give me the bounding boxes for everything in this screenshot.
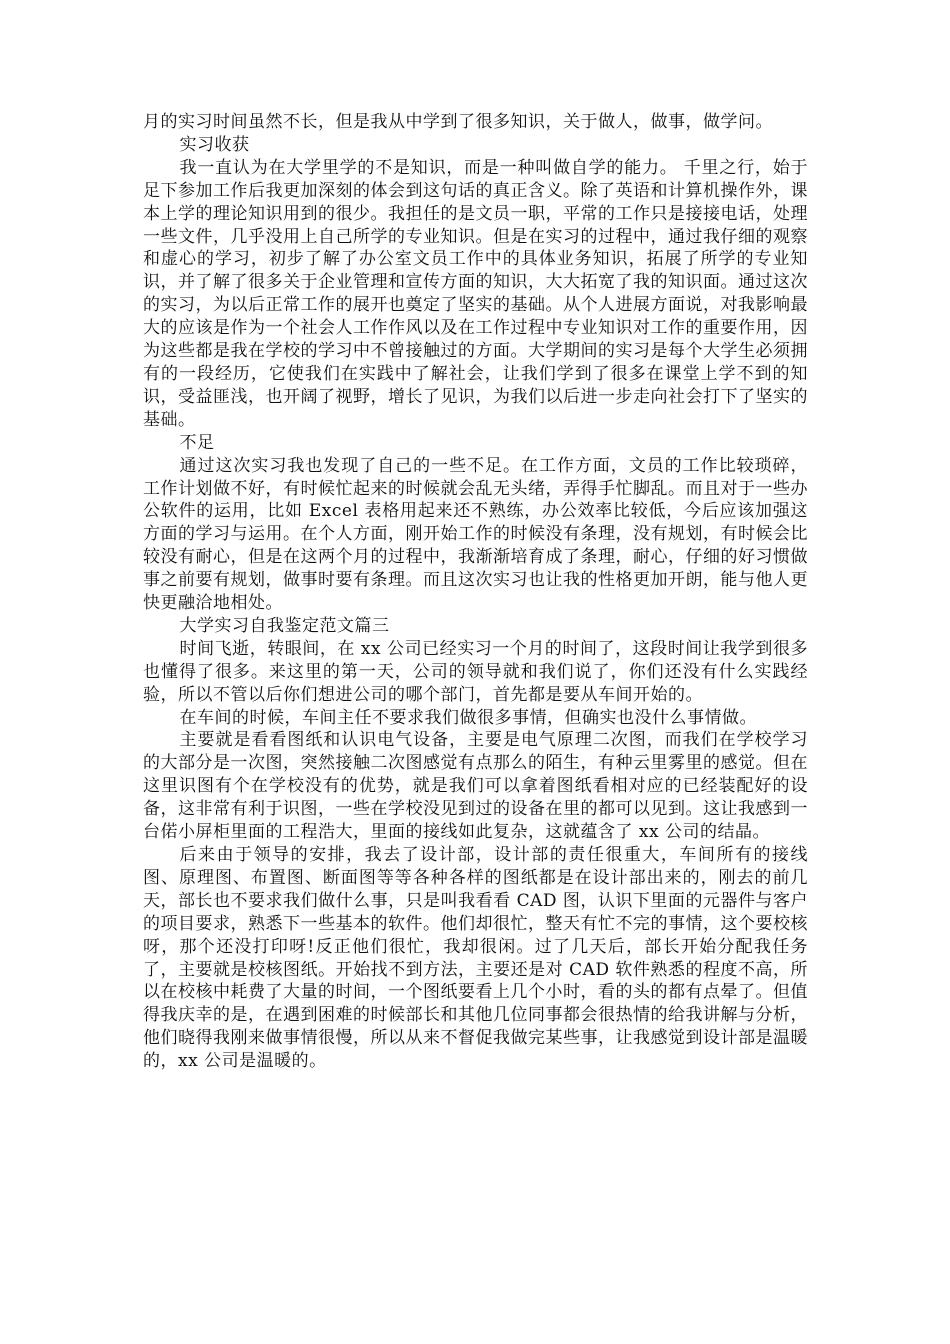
heading-sample-three: 大学实习自我鉴定范文篇三 [179, 615, 390, 636]
paragraph-drawings: 主要就是看看图纸和认识电气设备，主要是电气原理二次图，而我们在学校学习的大部分是一次图，突然接触二次图感觉有点那么的陌生，有种云里雾里的感觉。但在这里识图有个在学校没有的优势，就是我们可以拿着图纸看相对应的已经装配好的设备，这非常有利于识图，一些在学校没见到过的设备在里的都可以见到。这让我感到一台偌小屏柜里面的工程浩大，里面的接线如此复杂，这就蕴含了 xx 公司的结晶。 [143, 730, 808, 843]
paragraph-continuation: 月的实习时间虽然不长，但是我从中学到了很多知识，关于做人，做事，做学问。 [143, 112, 773, 132]
document-body [143, 111, 808, 1073]
paragraph-workshop: 在车间的时候，车间主任不要求我们做很多事情，但确实也没什么事情做。 [179, 707, 758, 728]
paragraph-shortcomings: 通过这次实习我也发现了自己的一些不足。在工作方面，文员的工作比较琐碎，工作计划做不好，有时候忙起来的时候就会乱无头绪，弄得手忙脚乱。而且对于一些办公软件的运用，比如 Excel 表格用起来还不熟练，办公效率比较低，今后应该加强这方面的学习与运用。在个人方面，刚开始工作的时候没有条理，没有规划，有时候会比较没有耐心，但是在这两个月的过程中，我渐渐培育成了条理，耐心，仔细的好习惯做事之前要有规划，做事时要有条理。而且这次实习也让我的性格更加开朗，能与他人更快更融洽地相处。 [143, 455, 808, 614]
heading-internship-gains: 实习收获 [179, 134, 250, 155]
paragraph-design-dept: 后来由于领导的安排，我去了设计部，设计部的责任很重大，车间所有的接线图、原理图、布置图、断面图等等各种各样的图纸都是在设计部出来的，刚去的前几天，部长也不要求我们做什么事，只是叫我看看 CAD 图，认识下里面的元器件与客户的项目要求，熟悉下一些基本的软件。他们却很忙，整天有忙不完的事情，这个要校核呀，那个还没打印呀!反正他们很忙，我却很闲。过了几天后，部长开始分配我任务了，主要就是校核图纸。开始找不到方法，主要还是对 CAD 软件熟悉的程度不高，所以在校核中耗费了大量的时间，一个图纸要看上几个小时，看的头的都有点晕了。但值得我庆幸的是，在遇到困难的时候部长和其他几位同事都会很热情的给我讲解与分析，他们晓得我刚来做事情很慢，所以从来不督促我做完某些事，让我感觉到设计部是温暖的，xx 公司是温暖的。 [143, 845, 808, 1072]
paragraph-time-flies: 时间飞逝，转眼间，在 xx 公司已经实习一个月的时间了，这段时间让我学到很多也懂得了很多。来这里的第一天，公司的领导就和我们说了，你们还没有什么实践经验，所以不管以后你们想进公司的哪个部门，首先都是要从车间开始的。 [143, 638, 808, 705]
heading-shortcomings: 不足 [179, 432, 215, 453]
paragraph-gains: 我一直认为在大学里学的不是知识，而是一种叫做自学的能力。 千里之行，始于足下参加工作后我更加深刻的体会到这句话的真正含义。除了英语和计算机操作外，课本上学的理论知识用到的很少。我担任的是文员一职，平常的工作只是接接电话，处理一些文件，几乎没用上自己所学的专业知识。但是在实习的过程中，通过我仔细的观察和虚心的学习，初步了解了办公室文员工作中的具体业务知识，拓展了所学的专业知识，并了解了很多关于企业管理和宣传方面的知识，大大拓宽了我的知识面。通过这次的实习，为以后正常工作的展开也奠定了坚实的基础。从个人进展方面说，对我影响最大的应该是作为一个社会人工作作风以及在工作过程中专业知识对工作的重要作用，因为这些都是我在学校的学习中不曾接触过的方面。大学期间的实习是每个大学生必须拥有的一段经历，它使我们在实践中了解社会，让我们学到了很多在课堂上学不到的知识，受益匪浅，也开阔了视野，增长了见识，为我们以后进一步走向社会打下了坚实的基础。 [143, 157, 808, 430]
